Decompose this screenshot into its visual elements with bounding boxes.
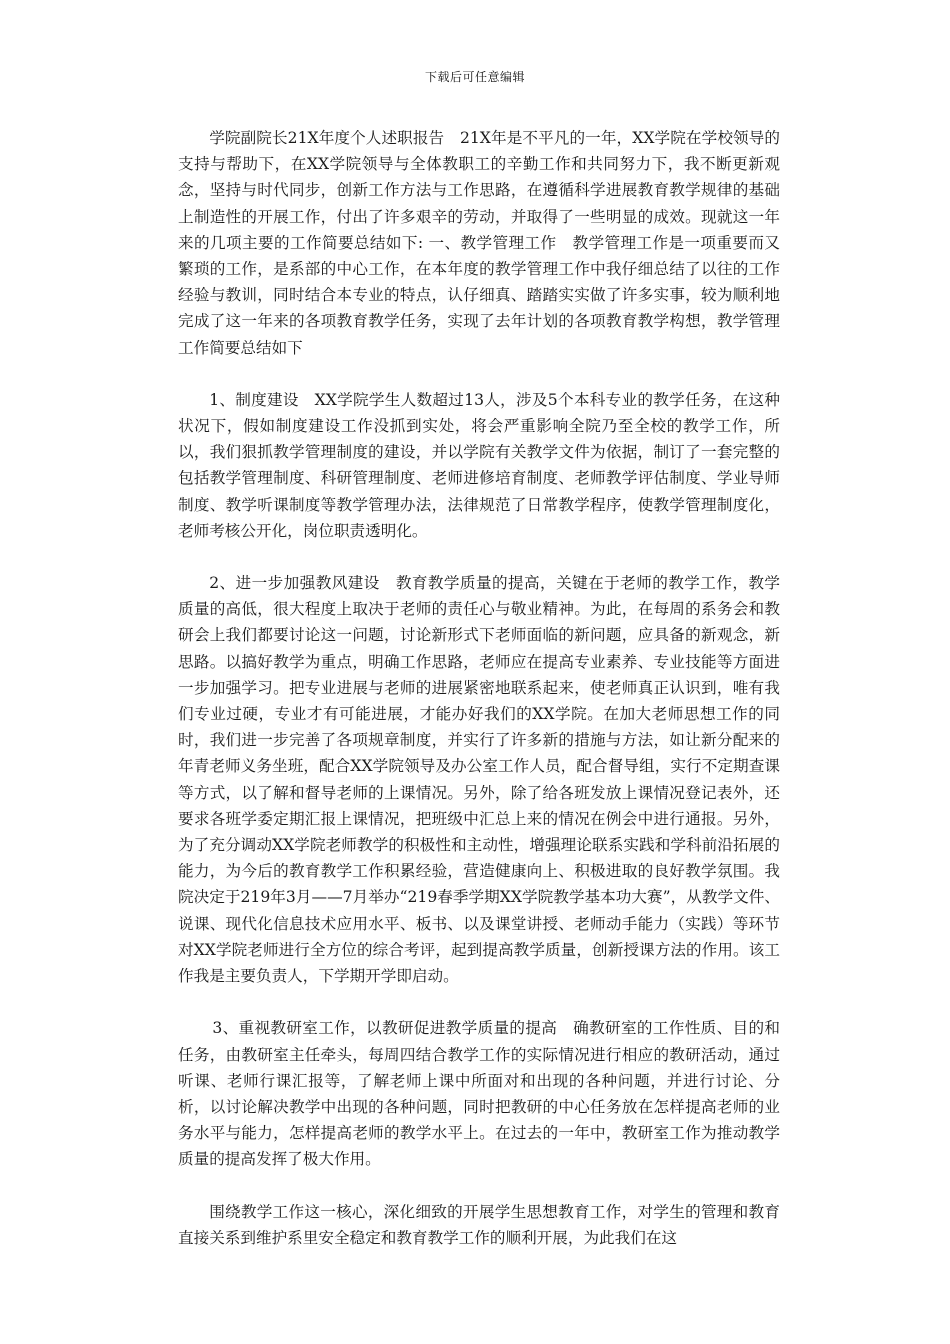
paragraph-teaching-style: 2、进一步加强教风建设 教育教学质量的提高，关键在于老师的教学工作，教学质量的高低，很大程度上取决于老师的责任心与敬业精神。为此，在每周的系务会和教研会上我们都要讨论这一问题，讨论新形式下老师面临的新问题，应具备的新观念，新思路。以搞好教学为重点，明确工作思路，老师应在提高专业素养、专业技能等方面进一步加强学习。把专业进展与老师的进展紧密地联系起来，使老师真正认识到，唯有我们专业过硬，专业才有可能进展，才能办好我们的XX学院。在加大老师思想工作的同时，我们进一步完善了各项规章制度，并实行了许多新的措施与方法，如让新分配来的年青老师义务坐班，配合XX学院领导及办公室工作人员，配合督导组，实行不定期查课等方式，以了解和督导老师的上课情况。另外，除了给各班发放上课情况登记表外，还要求各班学委定期汇报上课情况，把班级中汇总上来的情况在例会中进行通报。另外，为了充分调动XX学院老师教学的积极性和主动性，增强理论联系实践和学科前沿拓展的能力，为今后的教育教学工作积累经验，营造健康向上、积极进取的良好教学氛围。我院决定于219年3月——7月举办“219春季学期XX学院教学基本功大赛”，从教学文件、说课、现代化信息技术应用水平、板书、以及课堂讲授、老师动手能力（实践）等环节对XX学院老师进行全方位的综合考评，起到提高教学质量，创新授课方法的作用。该工作我是主要负责人，下学期开学即启动。 — [178, 574, 780, 986]
paragraph-student-education: 围绕教学工作这一核心，深化细致的开展学生思想教育工作，对学生的管理和教育直接关系到维护系里安全稳定和教育教学工作的顺利开展，为此我们在这 — [178, 1202, 780, 1247]
paragraph-intro: 学院副院长21X年度个人述职报告 21X年是不平凡的一年，XX学院在学校领导的支持与帮助下，在XX学院领导与全体教职工的辛勤工作和共同努力下，我不断更新观念，坚持与时代同步，创新工作方法与工作思路，在遵循科学进展教育教学规律的基础上制造性的开展工作，付出了许多艰辛的劳动，并取得了一些明显的成效。现就这一年来的几项主要的工作简要总结如下: 一、教学管理工作 教学管理工作是一项重要而又繁琐的工作，是系部的中心工作，在本年度的教学管理工作中我仔细总结了以往的工作经验与教训，同时结合本专业的特点，认仔细真、踏踏实实做了许多实事，较为顺利地完成了这一年来的各项教育教学任务，实现了去年计划的各项教育教学构想，教学管理工作简要总结如下 — [178, 129, 780, 357]
paragraph-teaching-research: 3、重视教研室工作，以教研促进教学质量的提高 确教研室的工作性质、目的和任务，由教研室主任牵头，每周四结合教学工作的实际情况进行相应的教研活动，通过听课、老师行课汇报等，了解老师上课中所面对和出现的各种问题，并进行讨论、分析，以讨论解决教学中出现的各种问题，同时把教研的中心任务放在怎样提高老师的业务水平与能力，怎样提高老师的教学水平上。在过去的一年中，教研室工作为推动教学质量的提高发挥了极大作用。 — [178, 1019, 780, 1169]
paragraph-system-building: 1、制度建设 XX学院学生人数超过13人，涉及5个本科专业的教学任务，在这种状况下，假如制度建设工作没抓到实处，将会严重影响全院乃至全校的教学工作，所以，我们狠抓教学管理制度的建设，并以学院有关教学文件为依据，制订了一套完整的包括教学管理制度、科研管理制度、老师进修培育制度、老师教学评估制度、学业导师制度、教学听课制度等教学管理办法，法律规范了日常教学程序，使教学管理制度化，老师考核公开化，岗位职责透明化。 — [178, 390, 780, 540]
document-body — [178, 125, 780, 1277]
download-edit-note: 下载后可任意编辑 — [424, 70, 525, 84]
